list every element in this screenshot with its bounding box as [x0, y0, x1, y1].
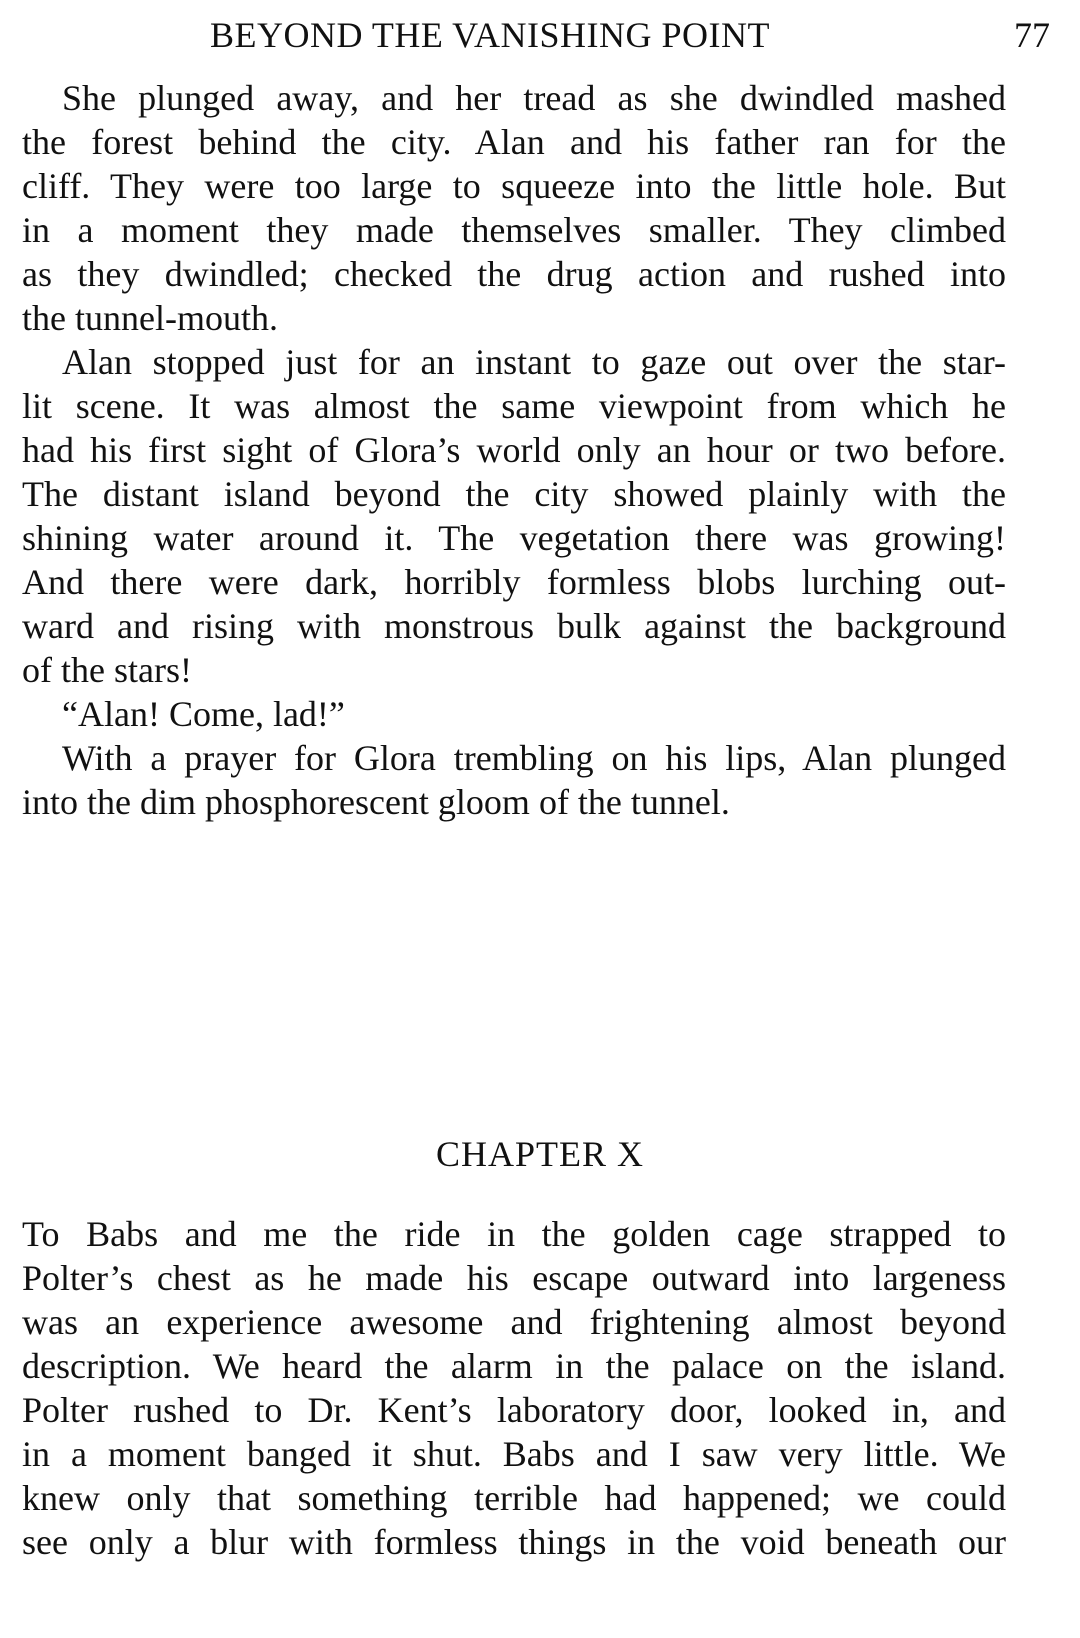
- text-line: as they dwindled; checked the drug action and rushed into: [22, 254, 1006, 294]
- text-line: had his first sight of Glora’s world only an hour or two before.: [22, 430, 1006, 470]
- text-line: Alan stopped just for an instant to gaze out over the star-: [62, 342, 1006, 382]
- text-line: shining water around it. The vegetation there was growing!: [22, 518, 1006, 558]
- text-line: the tunnel-mouth.: [22, 298, 278, 338]
- text-line: see only a blur with formless things in the void beneath our: [22, 1522, 1006, 1562]
- page-number: 77: [1014, 15, 1050, 55]
- text-line: To Babs and me the ride in the golden cage strapped to: [22, 1214, 1006, 1254]
- text-line: Polter rushed to Dr. Kent’s laboratory door, looked in, and: [22, 1390, 1006, 1430]
- text-line: into the dim phosphorescent gloom of the tunnel.: [22, 782, 730, 822]
- text-line: And there were dark, horribly formless blobs lurching out-: [22, 562, 1006, 602]
- text-line: cliff. They were too large to squeeze into the little hole. But: [22, 166, 1006, 206]
- text-line: knew only that something terrible had happened; we could: [22, 1478, 1006, 1518]
- text-line: in a moment banged it shut. Babs and I saw very little. We: [22, 1434, 1006, 1474]
- running-head: [60, 14, 1050, 66]
- text-line: of the stars!: [22, 650, 192, 690]
- text-line: Polter’s chest as he made his escape outward into largeness: [22, 1258, 1006, 1298]
- text-line: The distant island beyond the city showed plainly with the: [22, 474, 1006, 514]
- text-line: With a prayer for Glora trembling on his lips, Alan plunged: [62, 738, 1006, 778]
- text-line: ward and rising with monstrous bulk against the background: [22, 606, 1006, 646]
- text-line: “Alan! Come, lad!”: [62, 694, 345, 734]
- running-title: BEYOND THE VANISHING POINT: [210, 15, 771, 55]
- text-line: She plunged away, and her tread as she dwindled mashed: [62, 78, 1006, 118]
- text-line: in a moment they made themselves smaller. They climbed: [22, 210, 1006, 250]
- chapter-title: CHAPTER X: [435, 1134, 645, 1174]
- text-line: lit scene. It was almost the same viewpoint from which he: [22, 386, 1006, 426]
- text-line: the forest behind the city. Alan and his father ran for the: [22, 122, 1006, 162]
- text-line: description. We heard the alarm in the palace on the island.: [22, 1346, 1006, 1386]
- text-line: was an experience awesome and frightening almost beyond: [22, 1302, 1006, 1342]
